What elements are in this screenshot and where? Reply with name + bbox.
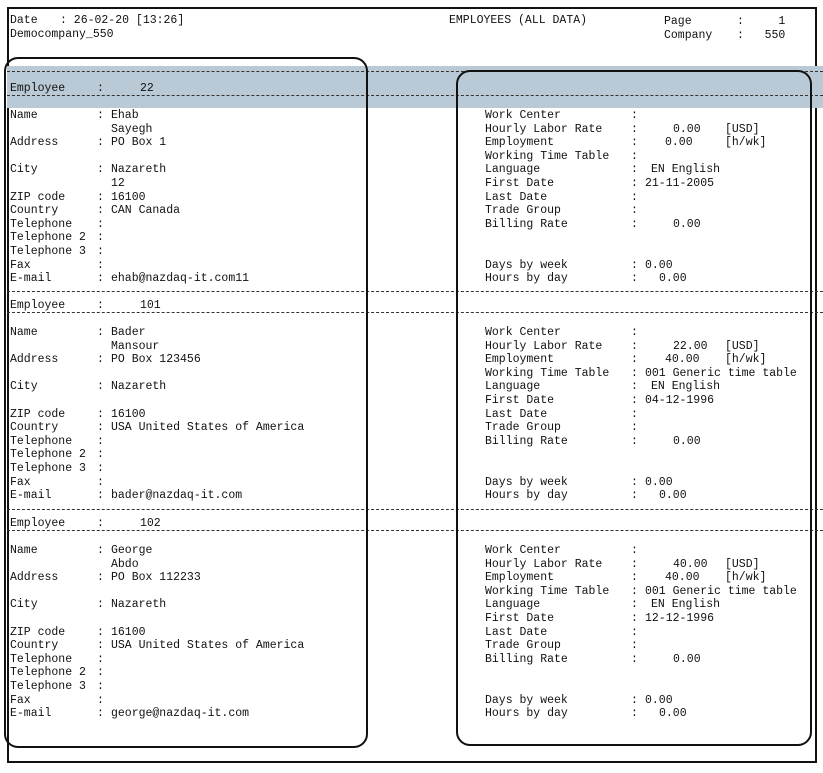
colon: : <box>631 136 638 149</box>
colon: : <box>631 653 638 666</box>
hours-by-day-label: Hours by day <box>485 707 568 720</box>
colon: : <box>97 626 104 639</box>
days-by-week-value: 0.00 <box>645 259 673 272</box>
employee-label: Employee <box>10 299 66 312</box>
first-name: Bader <box>111 326 146 339</box>
working-time-table-label: Working Time Table <box>485 367 610 380</box>
email-value: ehab@nazdaq-it.com11 <box>111 272 250 285</box>
colon: : <box>97 204 104 217</box>
colon: : <box>631 191 638 204</box>
email-label: E-mail <box>10 272 52 285</box>
fax-label: Fax <box>10 694 31 707</box>
hourly-rate-label: Hourly Labor Rate <box>485 123 603 136</box>
colon: : <box>97 639 104 652</box>
right-callout-box <box>456 70 812 746</box>
colon: : <box>631 326 638 339</box>
email-label: E-mail <box>10 707 52 720</box>
colon: : <box>631 218 638 231</box>
colon: : <box>97 653 104 666</box>
employee-label: Employee <box>10 82 66 95</box>
billing-rate-value: 0.00 <box>673 218 701 231</box>
colon: : <box>97 598 104 611</box>
colon: : <box>97 489 104 502</box>
city-value: Nazareth <box>111 380 167 393</box>
colon: : <box>631 272 638 285</box>
address-value: PO Box 112233 <box>111 571 201 584</box>
employment-label: Employment <box>485 136 555 149</box>
country-value: USA United States of America <box>111 421 305 434</box>
company-number: : 550 <box>737 29 786 42</box>
country-value: USA United States of America <box>111 639 305 652</box>
colon: : <box>631 585 638 598</box>
company-label: Company <box>664 29 713 42</box>
name-label: Name <box>10 326 38 339</box>
hours-by-day-value: 0.00 <box>659 489 687 502</box>
colon: : <box>631 639 638 652</box>
colon: : <box>97 82 104 95</box>
city-value: Nazareth <box>111 598 167 611</box>
colon: : <box>97 326 104 339</box>
country-label: Country <box>10 421 59 434</box>
first-date-value: 04-12-1996 <box>645 394 715 407</box>
zip-label: ZIP code <box>10 191 66 204</box>
trade-group-label: Trade Group <box>485 421 561 434</box>
colon: : <box>97 191 104 204</box>
colon: : <box>631 163 638 176</box>
first-name: George <box>111 544 153 557</box>
work-center-label: Work Center <box>485 109 561 122</box>
hourly-rate-unit: [USD] <box>725 123 760 136</box>
colon: : <box>631 353 638 366</box>
days-by-week-label: Days by week <box>485 476 568 489</box>
colon: : <box>631 109 638 122</box>
working-time-table-label: Working Time Table <box>485 585 610 598</box>
telephone-label: Telephone <box>10 218 73 231</box>
telephone-label: Telephone <box>10 435 73 448</box>
hours-by-day-label: Hours by day <box>485 272 568 285</box>
employment-unit: [h/wk] <box>725 571 767 584</box>
days-by-week-label: Days by week <box>485 259 568 272</box>
hourly-rate-value: 40.00 <box>673 558 708 571</box>
page-label: Page <box>664 15 692 28</box>
colon: : <box>97 245 104 258</box>
working-time-table-label: Working Time Table <box>485 150 610 163</box>
employment-unit: [h/wk] <box>725 136 767 149</box>
language-value: EN English <box>651 163 721 176</box>
colon: : <box>97 462 104 475</box>
last-name: Mansour <box>111 340 160 353</box>
billing-rate-value: 0.00 <box>673 653 701 666</box>
email-value: bader@nazdaq-it.com <box>111 489 243 502</box>
colon: : <box>97 421 104 434</box>
working-time-table-value: 001 Generic time table <box>645 367 797 380</box>
employment-label: Employment <box>485 353 555 366</box>
colon: : <box>97 218 104 231</box>
colon: : <box>631 150 638 163</box>
address-value: PO Box 123456 <box>111 353 201 366</box>
colon: : <box>631 476 638 489</box>
colon: : <box>631 544 638 557</box>
email-label: E-mail <box>10 489 52 502</box>
employee-label: Employee <box>10 517 66 530</box>
trade-group-label: Trade Group <box>485 204 561 217</box>
trade-group-label: Trade Group <box>485 639 561 652</box>
hourly-rate-unit: [USD] <box>725 340 760 353</box>
telephone2-label: Telephone 2 <box>10 231 86 244</box>
first-date-value: 12-12-1996 <box>645 612 715 625</box>
name-label: Name <box>10 544 38 557</box>
employment-unit: [h/wk] <box>725 353 767 366</box>
email-value: george@nazdaq-it.com <box>111 707 250 720</box>
colon: : <box>631 694 638 707</box>
colon: : <box>97 476 104 489</box>
colon: : <box>631 612 638 625</box>
working-time-table-value: 001 Generic time table <box>645 585 797 598</box>
country-value: CAN Canada <box>111 204 181 217</box>
country-label: Country <box>10 639 59 652</box>
language-label: Language <box>485 380 541 393</box>
zip-value: 16100 <box>111 408 146 421</box>
fax-label: Fax <box>10 476 31 489</box>
colon: : <box>631 380 638 393</box>
colon: : <box>631 408 638 421</box>
employee-number: 101 <box>140 299 161 312</box>
colon: : <box>97 707 104 720</box>
last-date-label: Last Date <box>485 191 548 204</box>
colon: : <box>631 123 638 136</box>
city-extra-value: 12 <box>111 177 125 190</box>
colon: : <box>97 136 104 149</box>
colon: : <box>97 544 104 557</box>
colon: : <box>631 421 638 434</box>
hours-by-day-value: 0.00 <box>659 272 687 285</box>
billing-rate-value: 0.00 <box>673 435 701 448</box>
telephone2-label: Telephone 2 <box>10 666 86 679</box>
address-label: Address <box>10 136 59 149</box>
language-value: EN English <box>651 598 721 611</box>
employment-value: 0.00 <box>665 136 693 149</box>
colon: : <box>631 259 638 272</box>
billing-rate-label: Billing Rate <box>485 218 568 231</box>
city-value: Nazareth <box>111 163 167 176</box>
hours-by-day-value: 0.00 <box>659 707 687 720</box>
city-label: City <box>10 380 38 393</box>
colon: : <box>631 204 638 217</box>
employment-value: 40.00 <box>665 353 700 366</box>
days-by-week-label: Days by week <box>485 694 568 707</box>
colon: : <box>631 707 638 720</box>
language-label: Language <box>485 598 541 611</box>
date-value: : 26-02-20 [13:26] <box>60 14 185 27</box>
city-label: City <box>10 163 38 176</box>
address-value: PO Box 1 <box>111 136 167 149</box>
city-label: City <box>10 598 38 611</box>
address-label: Address <box>10 571 59 584</box>
date-label: Date <box>10 14 38 27</box>
telephone2-label: Telephone 2 <box>10 448 86 461</box>
telephone3-label: Telephone 3 <box>10 245 86 258</box>
colon: : <box>631 394 638 407</box>
telephone3-label: Telephone 3 <box>10 680 86 693</box>
colon: : <box>97 408 104 421</box>
telephone-label: Telephone <box>10 653 73 666</box>
days-by-week-value: 0.00 <box>645 476 673 489</box>
zip-label: ZIP code <box>10 408 66 421</box>
hours-by-day-label: Hours by day <box>485 489 568 502</box>
colon: : <box>631 435 638 448</box>
colon: : <box>97 680 104 693</box>
last-date-label: Last Date <box>485 626 548 639</box>
colon: : <box>631 340 638 353</box>
zip-value: 16100 <box>111 191 146 204</box>
colon: : <box>631 626 638 639</box>
colon: : <box>631 558 638 571</box>
first-date-label: First Date <box>485 177 555 190</box>
report-title: EMPLOYEES (ALL DATA) <box>449 14 588 27</box>
colon: : <box>97 109 104 122</box>
hourly-rate-label: Hourly Labor Rate <box>485 558 603 571</box>
telephone3-label: Telephone 3 <box>10 462 86 475</box>
colon: : <box>97 517 104 530</box>
colon: : <box>97 448 104 461</box>
colon: : <box>97 272 104 285</box>
language-value: EN English <box>651 380 721 393</box>
days-by-week-value: 0.00 <box>645 694 673 707</box>
billing-rate-label: Billing Rate <box>485 653 568 666</box>
colon: : <box>631 571 638 584</box>
colon: : <box>631 177 638 190</box>
colon: : <box>97 666 104 679</box>
employment-value: 40.00 <box>665 571 700 584</box>
last-date-label: Last Date <box>485 408 548 421</box>
left-callout-box <box>4 57 368 748</box>
colon: : <box>631 489 638 502</box>
page-number: : 1 <box>737 15 786 28</box>
work-center-label: Work Center <box>485 544 561 557</box>
last-name: Abdo <box>111 558 139 571</box>
hourly-rate-value: 22.00 <box>673 340 708 353</box>
colon: : <box>97 231 104 244</box>
colon: : <box>97 353 104 366</box>
first-date-value: 21-11-2005 <box>645 177 715 190</box>
colon: : <box>97 380 104 393</box>
colon: : <box>97 163 104 176</box>
country-label: Country <box>10 204 59 217</box>
employee-number: 22 <box>140 82 154 95</box>
first-date-label: First Date <box>485 394 555 407</box>
hourly-rate-value: 0.00 <box>673 123 701 136</box>
colon: : <box>631 367 638 380</box>
name-label: Name <box>10 109 38 122</box>
colon: : <box>97 435 104 448</box>
zip-label: ZIP code <box>10 626 66 639</box>
employee-number: 102 <box>140 517 161 530</box>
language-label: Language <box>485 163 541 176</box>
company-name: Democompany_550 <box>10 28 114 41</box>
first-name: Ehab <box>111 109 139 122</box>
first-date-label: First Date <box>485 612 555 625</box>
employment-label: Employment <box>485 571 555 584</box>
hourly-rate-label: Hourly Labor Rate <box>485 340 603 353</box>
colon: : <box>97 259 104 272</box>
zip-value: 16100 <box>111 626 146 639</box>
billing-rate-label: Billing Rate <box>485 435 568 448</box>
address-label: Address <box>10 353 59 366</box>
last-name: Sayegh <box>111 123 153 136</box>
colon: : <box>97 694 104 707</box>
hourly-rate-unit: [USD] <box>725 558 760 571</box>
colon: : <box>97 571 104 584</box>
fax-label: Fax <box>10 259 31 272</box>
work-center-label: Work Center <box>485 326 561 339</box>
colon: : <box>97 299 104 312</box>
colon: : <box>631 598 638 611</box>
